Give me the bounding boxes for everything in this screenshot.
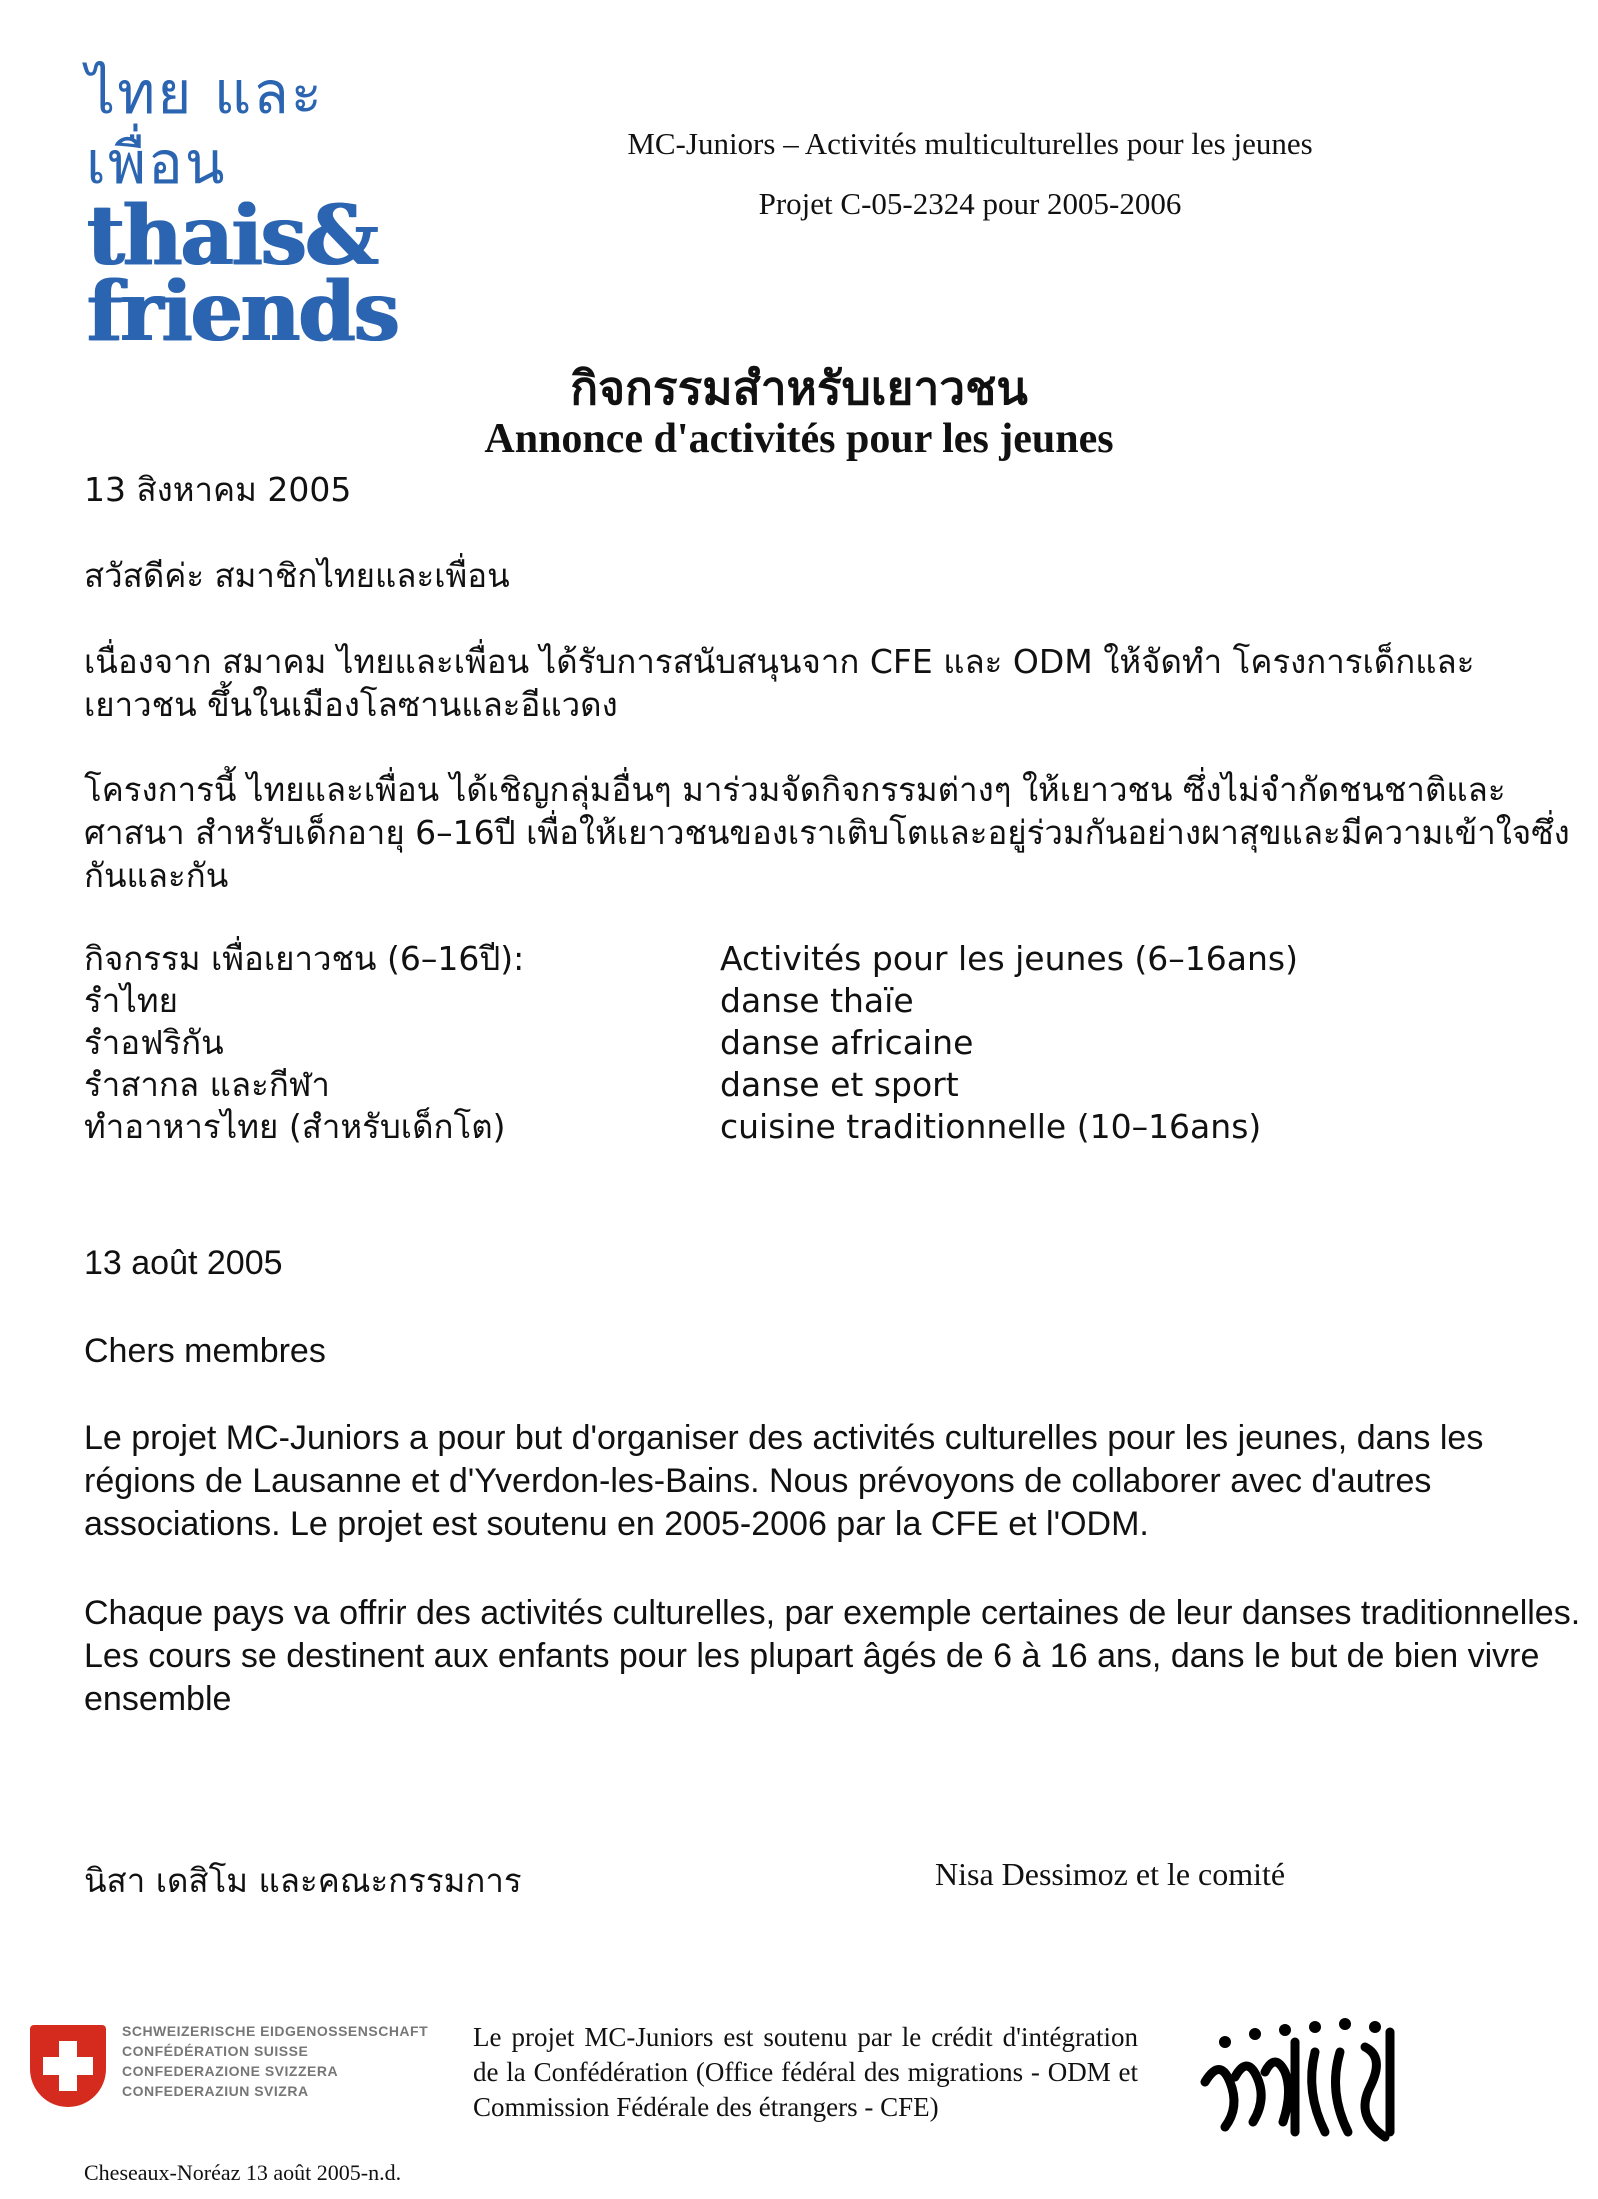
- activity-thai: รำอฟริกัน: [84, 1023, 224, 1062]
- activity-row: [84, 1064, 1534, 1106]
- activity-thai: รำสากล และกีฬา: [84, 1065, 330, 1104]
- header-line2: Projet C-05-2324 pour 2005-2006: [758, 186, 1182, 221]
- thai-paragraph-2: โครงการนี้ ไทยและเพื่อน ได้เชิญกลุ่มอื่นๆ มาร่วมจัดกิจกรรมต่างๆ ให้เยาวชน ซึ่งไม่จำกัดชนชาติและศาสนา สำหรับเด็กอายุ 6–16ปี เพื่อให้เยาวชนของเราเติบโตและอยู่ร่วมกันอย่างผาสุขและมีความเข้าใจซึ่งกันและกัน: [84, 770, 1570, 895]
- thais-and-friends-logo: [86, 58, 397, 360]
- activity-french: Activités pour les jeunes (6–16ans): [720, 939, 1298, 978]
- swiss-line: CONFÉDÉRATION SUISSE: [122, 2043, 309, 2059]
- swiss-confederation-logo: [30, 2015, 440, 2125]
- french-paragraph-2: Chaque pays va offrir des activités culturelles, par exemple certaines de leur danses traditionnelles. Les cours se destinent aux enfants pour les plupart âgés de 6 à 16 ans, dans le but de bien vivre ensemble: [84, 1594, 1581, 1718]
- swiss-line: CONFEDERAZIUN SVIZRA: [122, 2083, 309, 2099]
- french-greeting: Chers membres: [84, 1332, 326, 1370]
- swiss-line: CONFEDERAZIONE SVIZZERA: [122, 2063, 339, 2079]
- title-thai: กิจกรรมสำหรับเยาวชน: [570, 361, 1028, 415]
- swiss-line: SCHWEIZERISCHE EIDGENOSSENSCHAFT: [122, 2023, 429, 2039]
- activity-thai: รำไทย: [84, 981, 178, 1020]
- swiss-flag-icon: [30, 2025, 106, 2107]
- french-date: 13 août 2005: [84, 1244, 283, 1282]
- activity-thai: กิจกรรม เพื่อเยาวชน (6–16ปี):: [84, 939, 525, 978]
- activity-french: danse et sport: [720, 1065, 959, 1104]
- activity-french: danse africaine: [720, 1023, 974, 1062]
- activity-row: [84, 1106, 1534, 1148]
- activity-french: cuisine traditionnelle (10–16ans): [720, 1107, 1262, 1146]
- activity-row: [84, 938, 1534, 980]
- signature-thai: นิสา เดสิโม และคณะกรรมการ: [84, 1861, 522, 1900]
- decorative-stamp-logo: [1195, 2012, 1405, 2152]
- activity-row: [84, 1022, 1534, 1064]
- title-french: Annonce d'activités pour les jeunes: [484, 416, 1114, 462]
- logo-en-line1: thais&: [86, 188, 376, 284]
- thai-date: 13 สิงหาคม 2005: [84, 470, 352, 509]
- french-paragraph-1: Le projet MC-Juniors a pour but d'organiser des activités culturelles pour les jeunes, dans les régions de Lausanne et d'Yverdon-les-Bains. Nous prévoyons de collaborer avec d'autres associations. Le projet est soutenu en 2005-2006 par la CFE et l'ODM.: [84, 1419, 1484, 1543]
- swiss-logo-text: [122, 2021, 428, 2101]
- thai-greeting: สวัสดีค่ะ สมาชิกไทยและเพื่อน: [84, 556, 510, 595]
- activity-thai: ทำอาหารไทย (สำหรับเด็กโต): [84, 1107, 506, 1146]
- header-line1: MC-Juniors – Activités multiculturelles pour les jeunes: [627, 126, 1313, 161]
- logo-en-line2: friends: [86, 264, 397, 360]
- activity-row: [84, 980, 1534, 1022]
- logo-thai-text: ไทย และ เพื่อน: [86, 59, 324, 197]
- signature-french: Nisa Dessimoz et le comité: [935, 1856, 1286, 1892]
- thai-paragraph-1: เนื่องจาก สมาคม ไทยและเพื่อน ได้รับการสนับสนุนจาก CFE และ ODM ให้จัดทำ โครงการเด็กและเยาวชน ขึ้นในเมืองโลซานและอีแวดง: [84, 642, 1475, 724]
- activity-french: danse thaïe: [720, 981, 914, 1020]
- credit-text: Le projet MC-Juniors est soutenu par le crédit d'intégration de la Confédération (Office fédéral des migrations - ODM et Commission Fédérale des étrangers - CFE): [473, 2022, 1138, 2122]
- footnote: Cheseaux-Noréaz 13 août 2005-n.d.: [84, 2160, 402, 2185]
